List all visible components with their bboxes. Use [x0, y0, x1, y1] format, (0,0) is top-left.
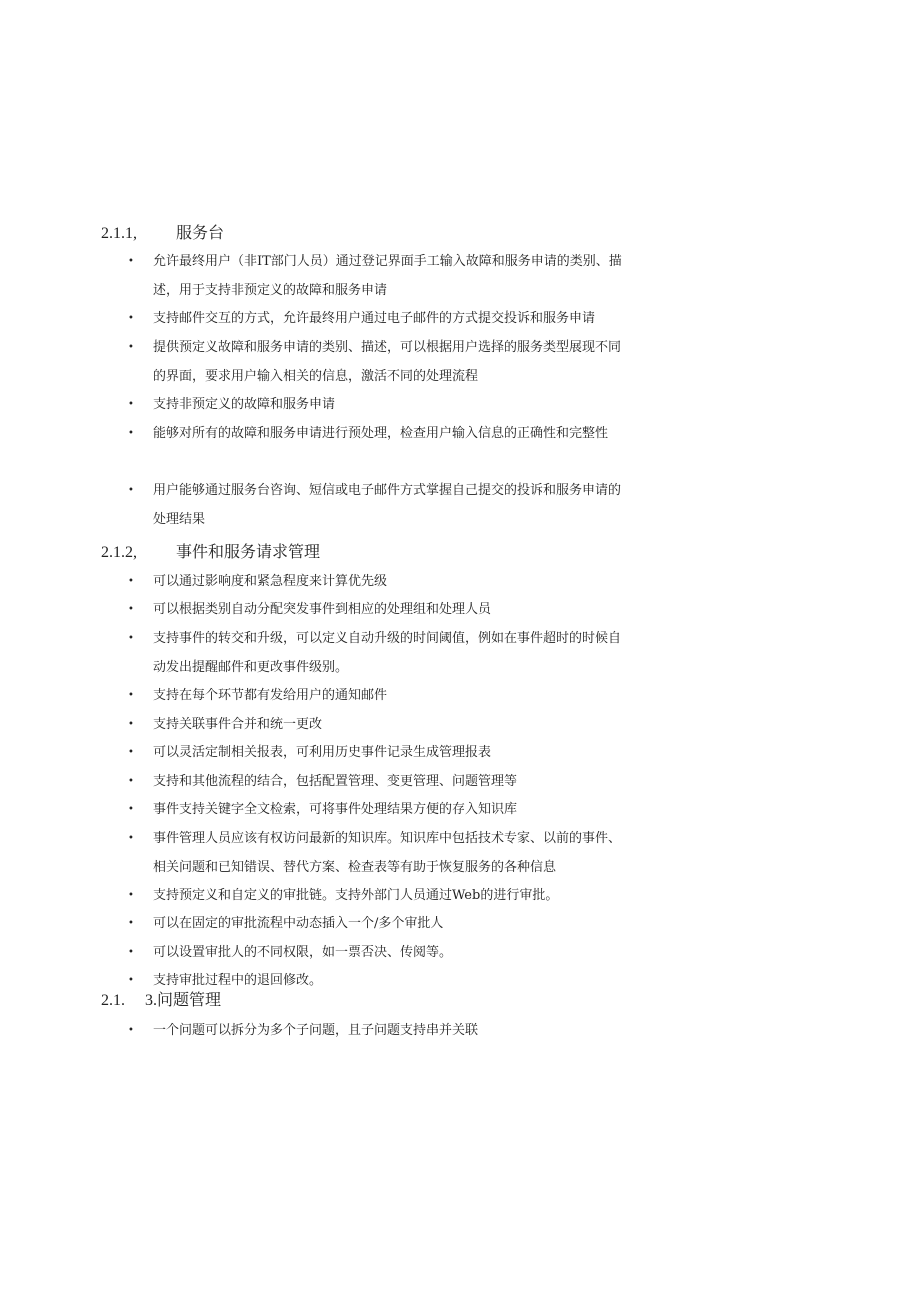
section-title: 3.问题管理	[145, 992, 222, 1009]
list-item-text: 支持事件的转交和升级，可以定义自动升级的时间阈值，例如在事件超时的时候自动发出提醒邮件和更改事件级别。	[153, 631, 622, 675]
bullet-icon: •	[128, 604, 134, 615]
list-item-text: 支持关联事件合并和统一更改	[153, 717, 323, 732]
bullet-icon: •	[128, 747, 134, 758]
list-item	[128, 682, 628, 711]
bullet-icon: •	[128, 947, 134, 958]
list-item-text: 可以在固定的审批流程中动态插入一个/多个审批人	[153, 916, 444, 931]
list-item	[128, 477, 628, 534]
bullet-icon: •	[128, 256, 134, 267]
bullet-icon: •	[128, 399, 134, 410]
bullet-icon: •	[128, 633, 134, 644]
list-item-text: 可以灵活定制相关报表，可利用历史事件记录生成管理报表	[153, 745, 492, 760]
list-item	[128, 711, 628, 740]
list-item	[128, 739, 628, 768]
list-item	[128, 825, 628, 882]
list-item	[128, 568, 628, 597]
list-item	[128, 596, 628, 625]
list-item-text: 可以通过影响度和紧急程度来计算优先级	[153, 574, 388, 589]
bullet-icon: •	[128, 1025, 134, 1036]
list-item	[128, 882, 628, 911]
section-heading-2-1-2	[101, 543, 320, 563]
list-item-text: 可以设置审批人的不同权限，如一票否决、传阅等。	[153, 945, 453, 960]
bullet-icon: •	[128, 576, 134, 587]
section-heading-2-1-3	[101, 991, 221, 1011]
list-item-text: 支持审批过程中的退回修改。	[153, 973, 323, 988]
bullet-icon: •	[128, 890, 134, 901]
list-item-text: 支持非预定义的故障和服务申请	[153, 397, 336, 412]
list-item	[128, 625, 628, 682]
list-item	[128, 305, 628, 334]
list-item	[128, 939, 628, 968]
list-item	[128, 768, 628, 797]
list-item-text: 支持预定义和自定义的审批链。支持外部门人员通过Web的进行审批。	[153, 888, 559, 903]
list-item-text: 支持在每个环节都有发给用户的通知邮件	[153, 688, 388, 703]
bullet-icon: •	[128, 342, 134, 353]
list-item	[128, 796, 628, 825]
list-item-text: 能够对所有的故障和服务申请进行预处理，检查用户输入信息的正确性和完整性	[153, 426, 609, 441]
section-number: 2.1.	[101, 992, 125, 1009]
list-item-text: 一个问题可以拆分为多个子问题，且子问题支持串并关联	[153, 1023, 479, 1038]
list-item-text: 事件支持关键字全文检索，可将事件处理结果方便的存入知识库	[153, 802, 518, 817]
bullet-icon: •	[128, 975, 134, 986]
bullet-icon: •	[128, 485, 134, 496]
list-item	[128, 248, 628, 305]
section-title: 事件和服务请求管理	[176, 544, 321, 561]
bullet-icon: •	[128, 428, 134, 439]
list-item-text: 可以根据类别自动分配突发事件到相应的处理组和处理人员	[153, 602, 492, 617]
bullet-icon: •	[128, 690, 134, 701]
section-heading-2-1-1	[101, 224, 224, 244]
bullet-icon: •	[128, 776, 134, 787]
bullet-icon: •	[128, 804, 134, 815]
section-title: 服务台	[176, 225, 225, 242]
bullet-icon: •	[128, 719, 134, 730]
bullet-icon: •	[128, 918, 134, 929]
list-item	[128, 910, 628, 939]
list-item-text: 提供预定义故障和服务申请的类别、描述，可以根据用户选择的服务类型展现不同的界面，要求用户输入相关的信息，激活不同的处理流程	[153, 340, 622, 384]
list-item	[128, 334, 628, 391]
bullet-icon: •	[128, 833, 134, 844]
section-number: 2.1.2,	[101, 544, 137, 561]
list-item-text: 支持邮件交互的方式，允许最终用户通过电子邮件的方式提交投诉和服务申请	[153, 311, 596, 326]
bullet-icon: •	[128, 313, 134, 324]
list-item-text: 用户能够通过服务台咨询、短信或电子邮件方式掌握自己提交的投诉和服务申请的处理结果	[153, 483, 622, 527]
list-item	[128, 391, 628, 420]
list-item-text: 事件管理人员应该有权访问最新的知识库。知识库中包括技术专家、以前的事件、相关问题和已知错误、替代方案、检查表等有助于恢复服务的各种信息	[153, 831, 622, 875]
list-item-text: 支持和其他流程的结合，包括配置管理、变更管理、问题管理等	[153, 774, 518, 789]
list-item-text: 允许最终用户（非IT部门人员）通过登记界面手工输入故障和服务申请的类别、描述，用于支持非预定义的故障和服务申请	[153, 254, 622, 298]
list-item	[128, 1017, 628, 1046]
section-number: 2.1.1,	[101, 225, 137, 242]
list-item	[128, 420, 628, 449]
